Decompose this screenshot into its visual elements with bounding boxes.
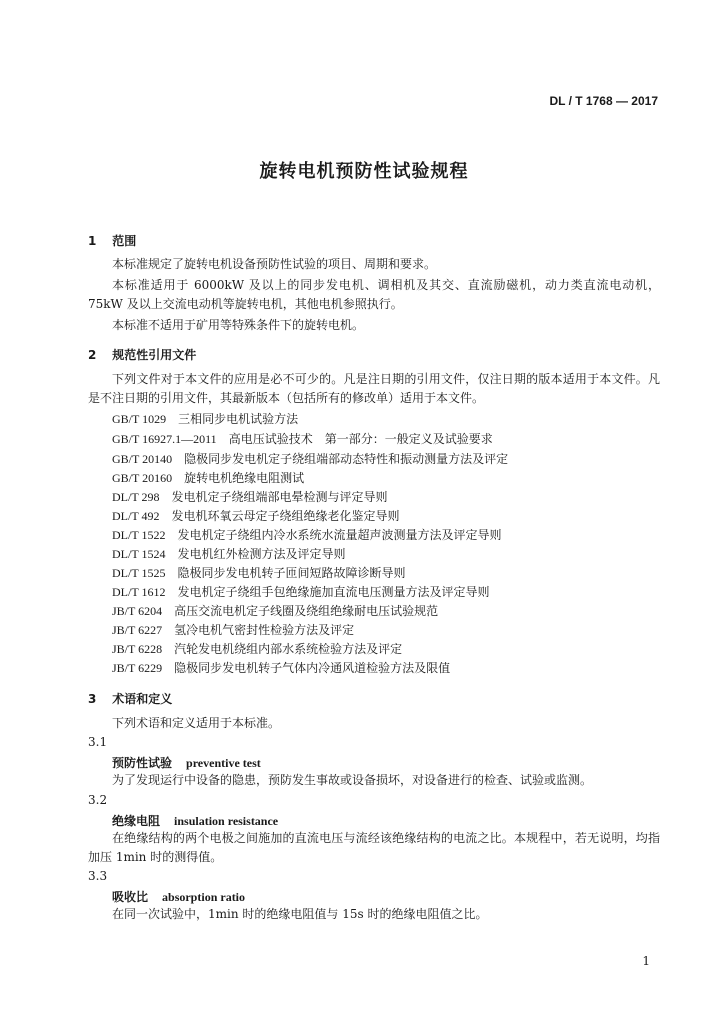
reference-title: 高电压试验技术 第一部分：一般定义及试验要求 [228, 432, 493, 446]
paragraph: 本标准不适用于矿用等特殊条件下的旋转电机。 [112, 318, 365, 332]
reference-title: 发电机红外检测方法及评定导则 [177, 547, 346, 561]
reference-code: DL/T 492 [112, 509, 160, 523]
reference-code: GB/T 20140 [112, 452, 173, 466]
section-number: 2 [88, 348, 97, 362]
clause-number: 3.1 [88, 735, 108, 749]
reference-item [112, 430, 493, 447]
reference-code: DL/T 298 [112, 490, 160, 504]
reference-code: DL/T 1612 [112, 585, 166, 599]
clause-number: 3.2 [88, 793, 108, 807]
term-heading [112, 888, 245, 905]
paragraph: 本标准适用于 6000kW 及以上的同步发电机、调相机及其交、直流励磁机，动力类直流电动机，75kW 及以上交流电动机等旋转电机，其他电机参照执行。 [88, 278, 660, 311]
paragraph: 本标准规定了旋转电机设备预防性试验的项目、周期和要求。 [112, 257, 437, 271]
reference-title: 隐极同步发电机转子气体内冷通风道检验方法及限值 [174, 661, 451, 675]
term-definition: 在绝缘结构的两个电极之间施加的直流电压与流经该绝缘结构的电流之比。本规程中，若无说明，均指加压 1min 时的测得值。 [88, 831, 660, 864]
term-en: insulation resistance [174, 814, 279, 828]
reference-code: JB/T 6229 [112, 661, 163, 675]
reference-title: 氢冷电机气密封性检验方法及评定 [174, 623, 355, 637]
reference-code: GB/T 16927.1—2011 [112, 432, 217, 446]
term-definition: 为了发现运行中设备的隐患，预防发生事故或设备损坏，对设备进行的检查、试验或监测。 [112, 773, 593, 787]
reference-title: 隐极同步发电机转子匝间短路故障诊断导则 [177, 566, 406, 580]
reference-code: GB/T 1029 [112, 412, 167, 426]
reference-code: DL/T 1522 [112, 528, 166, 542]
reference-title: 隐极同步发电机定子绕组端部动态特性和振动测量方法及评定 [184, 452, 509, 466]
section-1-heading [88, 232, 136, 249]
reference-title: 发电机定子绕组端部电晕检测与评定导则 [171, 490, 388, 504]
reference-code: DL/T 1525 [112, 566, 166, 580]
section-title: 术语和定义 [112, 692, 173, 706]
reference-item [112, 583, 489, 600]
page-number: 1 [642, 954, 650, 968]
term-en: absorption ratio [162, 890, 246, 904]
reference-item [112, 602, 438, 619]
term-heading [112, 754, 261, 771]
paragraph: 下列文件对于本文件的应用是必不可少的。凡是注日期的引用文件，仅注日期的版本适用于本文件。凡是不注日期的引用文件，其最新版本（包括所有的修改单）适用于本文件。 [88, 372, 660, 405]
term-zh: 绝缘电阻 [112, 814, 161, 828]
reference-title: 发电机定子绕组内冷水系统水流量超声波测量方法及评定导则 [177, 528, 502, 542]
reference-item [112, 659, 450, 676]
reference-item [112, 507, 399, 524]
term-en: preventive test [186, 756, 261, 770]
reference-item [112, 564, 405, 581]
reference-item [112, 410, 298, 427]
reference-code: JB/T 6227 [112, 623, 163, 637]
section-number: 1 [88, 234, 97, 248]
reference-code: JB/T 6228 [112, 642, 163, 656]
reference-item [112, 469, 304, 486]
reference-title: 高压交流电机定子线圈及绕组绝缘耐电压试验规范 [174, 604, 439, 618]
reference-item [112, 450, 508, 467]
term-zh: 吸收比 [112, 890, 149, 904]
document-title: 旋转电机预防性试验规程 [259, 161, 469, 182]
section-number: 3 [88, 692, 97, 706]
reference-item [112, 621, 354, 638]
reference-title: 旋转电机绝缘电阻测试 [184, 471, 305, 485]
reference-item [112, 640, 402, 657]
term-definition: 在同一次试验中，1min 时的绝缘电阻值与 15s 时的绝缘电阻值之比。 [112, 907, 488, 921]
section-3-heading [88, 690, 172, 707]
section-2-heading [88, 346, 196, 363]
reference-item [112, 526, 501, 543]
section-title: 规范性引用文件 [112, 348, 197, 362]
paragraph: 下列术语和定义适用于本标准。 [112, 716, 281, 730]
reference-code: GB/T 20160 [112, 471, 173, 485]
standard-code: DL / T 1768 — 2017 [549, 94, 658, 108]
reference-title: 发电机定子绕组手包绝缘施加直流电压测量方法及评定导则 [177, 585, 490, 599]
reference-title: 三相同步电机试验方法 [178, 412, 299, 426]
reference-title: 汽轮发电机绕组内部水系统检验方法及评定 [174, 642, 403, 656]
clause-number: 3.3 [88, 869, 108, 883]
term-heading [112, 812, 278, 829]
reference-item [112, 488, 387, 505]
term-zh: 预防性试验 [112, 756, 173, 770]
reference-code: JB/T 6204 [112, 604, 163, 618]
section-title: 范围 [112, 234, 137, 248]
reference-item [112, 545, 345, 562]
reference-code: DL/T 1524 [112, 547, 166, 561]
reference-title: 发电机环氧云母定子绕组绝缘老化鉴定导则 [171, 509, 400, 523]
